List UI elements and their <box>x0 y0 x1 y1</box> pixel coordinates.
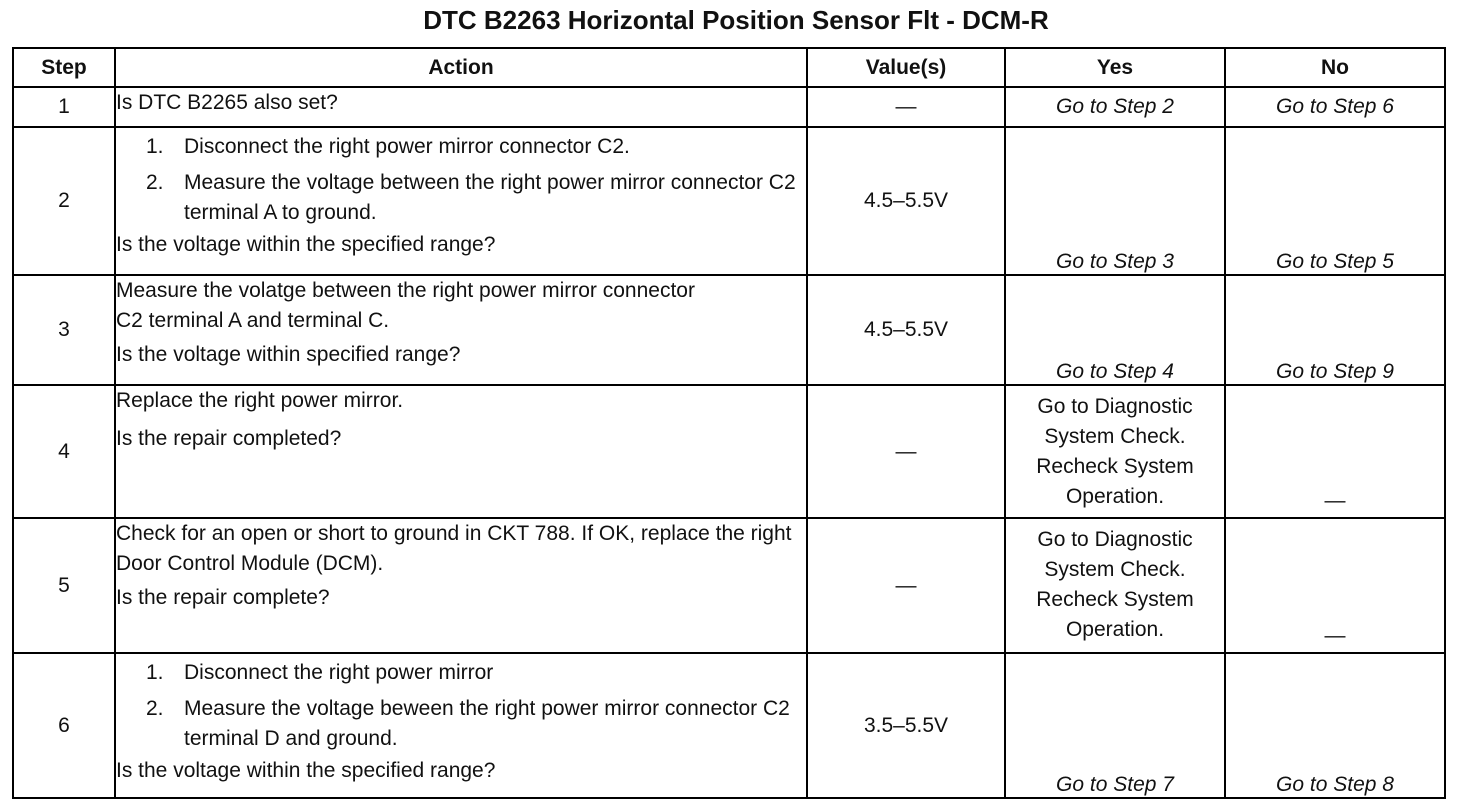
header-no: No <box>1225 48 1445 87</box>
list-item <box>146 658 806 688</box>
action-question: Is the repair complete? <box>116 586 330 609</box>
no-cell: Go to Step 8 <box>1225 653 1445 798</box>
step-number: 1 <box>13 87 115 127</box>
action-cell <box>115 653 807 798</box>
action-text: Check for an open or short to ground in CKT 788. If OK, replace the right Door Control Module (DCM). <box>116 522 792 575</box>
value-cell: 3.5–5.5V <box>807 653 1005 798</box>
value-cell: 4.5–5.5V <box>807 127 1005 275</box>
no-cell: Go to Step 6 <box>1225 87 1445 127</box>
yes-cell: Go to Diagnostic System Check. Recheck System Operation. <box>1005 385 1225 518</box>
step-number: 2 <box>13 127 115 275</box>
table-row <box>13 127 1445 275</box>
table-row <box>13 518 1445 653</box>
header-values: Value(s) <box>807 48 1005 87</box>
list-number: 2. <box>146 697 164 720</box>
table-row <box>13 653 1445 798</box>
action-question: Is the voltage within specified range? <box>116 343 461 366</box>
header-yes: Yes <box>1005 48 1225 87</box>
list-item <box>146 132 806 162</box>
list-item <box>146 168 806 228</box>
table-header-row <box>13 48 1445 87</box>
list-text: Disconnect the right power mirror <box>184 661 494 684</box>
yes-cell: Go to Step 2 <box>1005 87 1225 127</box>
list-number: 1. <box>146 661 164 684</box>
action-cell <box>115 385 807 518</box>
action-question: Is the voltage within the specified range? <box>116 233 496 256</box>
action-cell <box>115 518 807 653</box>
header-action: Action <box>115 48 807 87</box>
action-question: Is the repair completed? <box>116 427 342 450</box>
page-title: DTC B2263 Horizontal Position Sensor Flt - DCM-R <box>423 5 1049 35</box>
yes-cell: Go to Step 7 <box>1005 653 1225 798</box>
no-cell: — <box>1225 385 1445 518</box>
table-row <box>13 385 1445 518</box>
list-number: 1. <box>146 135 164 158</box>
action-cell <box>115 127 807 275</box>
no-cell: — <box>1225 518 1445 653</box>
action-question: Is the voltage within the specified range? <box>116 759 496 782</box>
action-steps <box>116 132 806 228</box>
step-number: 5 <box>13 518 115 653</box>
value-cell: — <box>807 385 1005 518</box>
table-row <box>13 275 1445 385</box>
header-step: Step <box>13 48 115 87</box>
action-steps <box>116 658 806 754</box>
yes-cell: Go to Step 4 <box>1005 275 1225 385</box>
action-cell <box>115 275 807 385</box>
no-cell: Go to Step 5 <box>1225 127 1445 275</box>
list-number: 2. <box>146 171 164 194</box>
step-number: 4 <box>13 385 115 518</box>
value-cell: — <box>807 518 1005 653</box>
action-text: Replace the right power mirror. <box>116 389 404 412</box>
diagnostic-table <box>12 47 1446 799</box>
action-question: Is DTC B2265 also set? <box>116 91 338 114</box>
value-cell: 4.5–5.5V <box>807 275 1005 385</box>
list-text: Measure the voltage between the right power mirror connector C2 terminal A to ground. <box>184 171 796 224</box>
action-cell <box>115 87 807 127</box>
yes-cell: Go to Diagnostic System Check. Recheck System Operation. <box>1005 518 1225 653</box>
yes-cell: Go to Step 3 <box>1005 127 1225 275</box>
list-text: Measure the voltage beween the right power mirror connector C2 terminal D and ground. <box>184 697 790 750</box>
value-cell: — <box>807 87 1005 127</box>
step-number: 3 <box>13 275 115 385</box>
table-row <box>13 87 1445 127</box>
no-cell: Go to Step 9 <box>1225 275 1445 385</box>
list-text: Disconnect the right power mirror connector C2. <box>184 135 630 158</box>
action-text: Measure the volatge between the right power mirror connector C2 terminal A and terminal C. <box>116 279 695 332</box>
list-item <box>146 694 806 754</box>
step-number: 6 <box>13 653 115 798</box>
